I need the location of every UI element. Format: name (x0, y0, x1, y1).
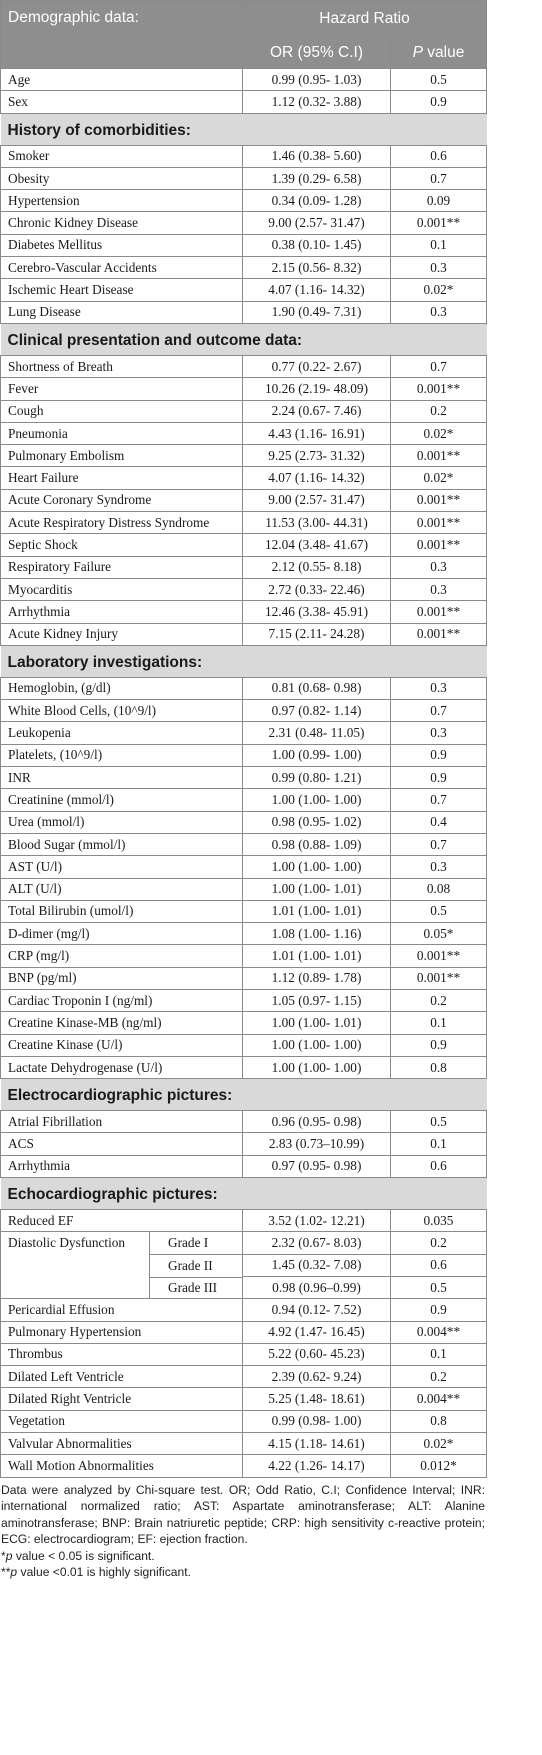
row-p-value: 0.001** (391, 967, 487, 989)
row-p-value: 0.7 (391, 789, 487, 811)
row-label: Dilated Left Ventricle (1, 1366, 243, 1388)
section-title: Laboratory investigations: (1, 645, 487, 677)
row-p-value: 0.9 (391, 1034, 487, 1056)
row-odds-ratio: 9.25 (2.73- 31.32) (243, 445, 391, 467)
row-label: White Blood Cells, (10^9/l) (1, 700, 243, 722)
row-odds-ratio: 1.45 (0.32- 7.08) (243, 1254, 391, 1276)
table-row (1, 923, 487, 945)
table-row (1, 578, 487, 600)
grade-label: Grade III (150, 1277, 243, 1300)
row-p-value: 0.08 (391, 878, 487, 900)
table-row (1, 1034, 487, 1056)
row-odds-ratio: 12.46 (3.38- 45.91) (243, 601, 391, 623)
row-odds-ratio: 2.15 (0.56- 8.32) (243, 257, 391, 279)
row-p-value: 0.1 (391, 234, 487, 256)
table-row (1, 722, 487, 744)
row-odds-ratio: 4.43 (1.16- 16.91) (243, 422, 391, 444)
section-title: Clinical presentation and outcome data: (1, 323, 487, 355)
footnote-star: ** (1, 1565, 11, 1580)
row-label: Septic Shock (1, 534, 243, 556)
grade-label: Grade II (150, 1254, 243, 1277)
row-p-value: 0.7 (391, 700, 487, 722)
row-p-value: 0.3 (391, 578, 487, 600)
row-label: Dilated Right Ventricle (1, 1388, 243, 1410)
row-odds-ratio: 7.15 (2.11- 24.28) (243, 623, 391, 645)
row-odds-ratio: 1.00 (1.00- 1.00) (243, 789, 391, 811)
row-odds-ratio: 0.97 (0.82- 1.14) (243, 700, 391, 722)
table-row (1, 811, 487, 833)
table-row (1, 623, 487, 645)
table-row (1, 234, 487, 256)
table-row (1, 445, 487, 467)
table-row (1, 145, 487, 167)
row-p-value: 0.5 (391, 69, 487, 91)
table-row (1, 301, 487, 323)
table-row (1, 378, 487, 400)
table-row (1, 601, 487, 623)
row-label: D-dimer (mg/l) (1, 923, 243, 945)
row-p-value: 0.8 (391, 1410, 487, 1432)
row-p-value: 0.2 (391, 1232, 487, 1254)
row-odds-ratio: 3.52 (1.02- 12.21) (243, 1210, 391, 1232)
table-row (1, 400, 487, 422)
row-odds-ratio: 1.00 (1.00- 1.01) (243, 878, 391, 900)
table-row (1, 767, 487, 789)
row-odds-ratio: 4.15 (1.18- 14.61) (243, 1433, 391, 1455)
row-odds-ratio: 0.99 (0.95- 1.03) (243, 69, 391, 91)
row-odds-ratio: 1.00 (1.00- 1.00) (243, 1056, 391, 1078)
row-label: INR (1, 767, 243, 789)
table-row (1, 257, 487, 279)
row-odds-ratio: 1.00 (0.99- 1.00) (243, 744, 391, 766)
table-row (1, 1366, 487, 1388)
row-label: Platelets, (10^9/l) (1, 744, 243, 766)
row-p-value: 0.5 (391, 900, 487, 922)
row-label: Total Bilirubin (umol/l) (1, 900, 243, 922)
row-odds-ratio: 0.38 (0.10- 1.45) (243, 234, 391, 256)
row-label: Reduced EF (1, 1210, 243, 1232)
table-row (1, 900, 487, 922)
table-footnotes (0, 1482, 486, 1581)
row-label: ALT (U/l) (1, 878, 243, 900)
footnote-text: value < 0.05 is significant. (12, 1548, 155, 1563)
row-p-value: 0.6 (391, 1254, 487, 1276)
row-p-value: 0.1 (391, 1012, 487, 1034)
row-p-value: 0.3 (391, 677, 487, 699)
row-odds-ratio: 2.72 (0.33- 22.46) (243, 578, 391, 600)
row-p-value: 0.001** (391, 489, 487, 511)
row-label: Cerebro-Vascular Accidents (1, 257, 243, 279)
table-row (1, 279, 487, 301)
row-p-value: 0.6 (391, 1155, 487, 1177)
section-title: Electrocardiographic pictures: (1, 1079, 487, 1111)
row-label: Acute Coronary Syndrome (1, 489, 243, 511)
row-label: CRP (mg/l) (1, 945, 243, 967)
header-hazard-ratio: Hazard Ratio (243, 1, 487, 37)
footnote-significant (1, 1548, 485, 1565)
header-demographic-data: Demographic data: (1, 1, 243, 69)
table-row (1, 190, 487, 212)
table-row (1, 1210, 487, 1232)
table-row (1, 878, 487, 900)
row-odds-ratio: 0.99 (0.98- 1.00) (243, 1410, 391, 1432)
row-odds-ratio: 1.12 (0.32- 3.88) (243, 91, 391, 113)
table-row (1, 744, 487, 766)
row-odds-ratio: 0.96 (0.95- 0.98) (243, 1111, 391, 1133)
row-odds-ratio: 11.53 (3.00- 44.31) (243, 512, 391, 534)
row-odds-ratio: 1.90 (0.49- 7.31) (243, 301, 391, 323)
section-header-row (1, 1079, 487, 1111)
grade-column (149, 1231, 243, 1299)
table-row (1, 700, 487, 722)
row-p-value: 0.012* (391, 1455, 487, 1477)
table-row (1, 1111, 487, 1133)
row-p-value: 0.001** (391, 445, 487, 467)
row-odds-ratio: 0.34 (0.09- 1.28) (243, 190, 391, 212)
section-header-row (1, 323, 487, 355)
footnote-highly-significant (1, 1564, 485, 1581)
table-row (1, 1056, 487, 1078)
row-odds-ratio: 2.32 (0.67- 8.03) (243, 1232, 391, 1254)
row-odds-ratio: 5.25 (1.48- 18.61) (243, 1388, 391, 1410)
table-row (1, 489, 487, 511)
row-odds-ratio: 5.22 (0.60- 45.23) (243, 1343, 391, 1365)
row-odds-ratio: 1.00 (1.00- 1.00) (243, 1034, 391, 1056)
row-p-value: 0.004** (391, 1388, 487, 1410)
row-p-value: 0.9 (391, 744, 487, 766)
row-p-value: 0.1 (391, 1343, 487, 1365)
row-p-value: 0.2 (391, 1366, 487, 1388)
row-label: Leukopenia (1, 722, 243, 744)
table-row (1, 856, 487, 878)
row-p-value: 0.035 (391, 1210, 487, 1232)
footnote-star: * (1, 1548, 6, 1563)
row-p-value: 0.02* (391, 279, 487, 301)
table-header-row (1, 1, 487, 37)
row-odds-ratio: 9.00 (2.57- 31.47) (243, 489, 391, 511)
row-label: Hypertension (1, 190, 243, 212)
header-p-value (391, 37, 487, 69)
row-label: Pulmonary Embolism (1, 445, 243, 467)
row-odds-ratio: 1.01 (1.00- 1.01) (243, 900, 391, 922)
row-p-value: 0.001** (391, 512, 487, 534)
table-row (1, 534, 487, 556)
row-odds-ratio: 0.81 (0.68- 0.98) (243, 677, 391, 699)
row-label: Arrhythmia (1, 601, 243, 623)
row-odds-ratio: 2.24 (0.67- 7.46) (243, 400, 391, 422)
row-label: Hemoglobin, (g/dl) (1, 677, 243, 699)
row-odds-ratio: 1.01 (1.00- 1.01) (243, 945, 391, 967)
row-label: Heart Failure (1, 467, 243, 489)
header-p-letter: P (412, 43, 423, 61)
row-p-value: 0.5 (391, 1276, 487, 1298)
row-odds-ratio: 0.97 (0.95- 0.98) (243, 1155, 391, 1177)
row-p-value: 0.3 (391, 556, 487, 578)
row-odds-ratio: 4.07 (1.16- 14.32) (243, 279, 391, 301)
footnote-p: p (10, 1565, 18, 1580)
table-row (1, 833, 487, 855)
row-p-value: 0.4 (391, 811, 487, 833)
row-odds-ratio: 0.94 (0.12- 7.52) (243, 1299, 391, 1321)
row-p-value: 0.2 (391, 400, 487, 422)
table-row (1, 967, 487, 989)
row-p-value: 0.02* (391, 1433, 487, 1455)
row-odds-ratio: 2.31 (0.48- 11.05) (243, 722, 391, 744)
row-label: Pulmonary Hypertension (1, 1321, 243, 1343)
row-p-value: 0.7 (391, 355, 487, 377)
row-p-value: 0.001** (391, 945, 487, 967)
row-p-value: 0.3 (391, 722, 487, 744)
row-label: Valvular Abnormalities (1, 1433, 243, 1455)
row-p-value: 0.05* (391, 923, 487, 945)
row-label: ACS (1, 1133, 243, 1155)
row-label: Sex (1, 91, 243, 113)
row-p-value: 0.001** (391, 378, 487, 400)
row-odds-ratio: 0.98 (0.96–0.99) (243, 1276, 391, 1298)
row-p-value: 0.1 (391, 1133, 487, 1155)
table-row (1, 1433, 487, 1455)
row-odds-ratio: 10.26 (2.19- 48.09) (243, 378, 391, 400)
row-p-value: 0.5 (391, 1111, 487, 1133)
table-row (1, 1299, 487, 1321)
row-label: Thrombus (1, 1343, 243, 1365)
row-odds-ratio: 0.98 (0.95- 1.02) (243, 811, 391, 833)
row-label: Shortness of Breath (1, 355, 243, 377)
row-label: AST (U/l) (1, 856, 243, 878)
table-row (1, 1343, 487, 1365)
row-odds-ratio: 1.39 (0.29- 6.58) (243, 167, 391, 189)
row-label: Lactate Dehydrogenase (U/l) (1, 1056, 243, 1078)
row-p-value: 0.02* (391, 467, 487, 489)
section-title: History of comorbidities: (1, 113, 487, 145)
row-label: Myocarditis (1, 578, 243, 600)
table-row (1, 1410, 487, 1432)
row-odds-ratio: 2.39 (0.62- 9.24) (243, 1366, 391, 1388)
row-label: Pneumonia (1, 422, 243, 444)
row-p-value: 0.3 (391, 856, 487, 878)
row-label: Age (1, 69, 243, 91)
footnote-p: p (5, 1548, 13, 1563)
row-label: Cough (1, 400, 243, 422)
row-p-value: 0.7 (391, 833, 487, 855)
row-p-value: 0.3 (391, 301, 487, 323)
row-odds-ratio: 1.08 (1.00- 1.16) (243, 923, 391, 945)
row-label: Cardiac Troponin I (ng/ml) (1, 989, 243, 1011)
row-odds-ratio: 1.46 (0.38- 5.60) (243, 145, 391, 167)
row-label: Lung Disease (1, 301, 243, 323)
table-row (1, 355, 487, 377)
row-label (1, 1232, 243, 1299)
table-row (1, 512, 487, 534)
row-label: Acute Respiratory Distress Syndrome (1, 512, 243, 534)
row-label: BNP (pg/ml) (1, 967, 243, 989)
row-label: Blood Sugar (mmol/l) (1, 833, 243, 855)
row-label: Diabetes Mellitus (1, 234, 243, 256)
table-row (1, 1455, 487, 1477)
row-p-value: 0.9 (391, 767, 487, 789)
row-label: Obesity (1, 167, 243, 189)
row-label: Creatine Kinase (U/l) (1, 1034, 243, 1056)
row-odds-ratio: 2.83 (0.73–10.99) (243, 1133, 391, 1155)
table-row (1, 945, 487, 967)
row-label: Smoker (1, 145, 243, 167)
section-title: Echocardiographic pictures: (1, 1178, 487, 1210)
row-label: Wall Motion Abnormalities (1, 1455, 243, 1477)
row-label: Creatine Kinase-MB (ng/ml) (1, 1012, 243, 1034)
table-row (1, 989, 487, 1011)
row-p-value: 0.001** (391, 601, 487, 623)
footnote-text: value <0.01 is highly significant. (17, 1565, 191, 1580)
table-row (1, 91, 487, 113)
section-header-row (1, 113, 487, 145)
row-label: Arrhythmia (1, 1155, 243, 1177)
table-row (1, 1012, 487, 1034)
row-p-value: 0.9 (391, 1299, 487, 1321)
table-row (1, 1388, 487, 1410)
row-odds-ratio: 4.22 (1.26- 14.17) (243, 1455, 391, 1477)
row-label: Atrial Fibrillation (1, 1111, 243, 1133)
section-header-row (1, 645, 487, 677)
row-p-value: 0.8 (391, 1056, 487, 1078)
table-row (1, 167, 487, 189)
row-label: Vegetation (1, 1410, 243, 1432)
diastolic-dysfunction-label: Diastolic Dysfunction (8, 1235, 126, 1251)
table-row (1, 1155, 487, 1177)
row-label: Respiratory Failure (1, 556, 243, 578)
row-odds-ratio: 1.00 (1.00- 1.00) (243, 856, 391, 878)
row-p-value: 0.02* (391, 422, 487, 444)
row-p-value: 0.001** (391, 534, 487, 556)
table-row (1, 467, 487, 489)
diastolic-grade-row (1, 1232, 487, 1254)
header-or-ci: OR (95% C.I) (243, 37, 391, 69)
row-odds-ratio: 0.99 (0.80- 1.21) (243, 767, 391, 789)
row-p-value: 0.6 (391, 145, 487, 167)
row-odds-ratio: 0.98 (0.88- 1.09) (243, 833, 391, 855)
row-p-value: 0.2 (391, 989, 487, 1011)
row-p-value: 0.09 (391, 190, 487, 212)
row-p-value: 0.001** (391, 623, 487, 645)
row-odds-ratio: 0.77 (0.22- 2.67) (243, 355, 391, 377)
section-header-row (1, 1178, 487, 1210)
table-row (1, 1321, 487, 1343)
table-row (1, 1133, 487, 1155)
row-odds-ratio: 1.00 (1.00- 1.01) (243, 1012, 391, 1034)
row-label: Ischemic Heart Disease (1, 279, 243, 301)
row-p-value: 0.001** (391, 212, 487, 234)
row-label: Acute Kidney Injury (1, 623, 243, 645)
row-label: Fever (1, 378, 243, 400)
table-row (1, 212, 487, 234)
footnote-abbreviations: Data were analyzed by Chi-square test. OR; Odd Ratio, C.I; Confidence Interval; INR: international normalized ratio; AST: Aspartate aminotransferase; ALT: Alanine aminotransferase; BNP: Brain natriuretic peptide; CRP: high sensitivity c-reactive protein; ECG: electrocardiogram; EF: ejection fraction. (1, 1482, 485, 1547)
row-label: Creatinine (mmol/l) (1, 789, 243, 811)
row-odds-ratio: 4.92 (1.47- 16.45) (243, 1321, 391, 1343)
table-row (1, 677, 487, 699)
row-p-value: 0.3 (391, 257, 487, 279)
table-row (1, 69, 487, 91)
row-label: Pericardial Effusion (1, 1299, 243, 1321)
row-odds-ratio: 4.07 (1.16- 14.32) (243, 467, 391, 489)
table-row (1, 789, 487, 811)
row-label: Urea (mmol/l) (1, 811, 243, 833)
table-row (1, 422, 487, 444)
header-p-suffix: value (422, 43, 465, 61)
row-odds-ratio: 1.05 (0.97- 1.15) (243, 989, 391, 1011)
row-odds-ratio: 2.12 (0.55- 8.18) (243, 556, 391, 578)
row-p-value: 0.7 (391, 167, 487, 189)
grade-label: Grade I (168, 1234, 209, 1250)
row-odds-ratio: 12.04 (3.48- 41.67) (243, 534, 391, 556)
row-p-value: 0.004** (391, 1321, 487, 1343)
table-row (1, 556, 487, 578)
row-label: Chronic Kidney Disease (1, 212, 243, 234)
row-odds-ratio: 9.00 (2.57- 31.47) (243, 212, 391, 234)
row-p-value: 0.9 (391, 91, 487, 113)
row-odds-ratio: 1.12 (0.89- 1.78) (243, 967, 391, 989)
